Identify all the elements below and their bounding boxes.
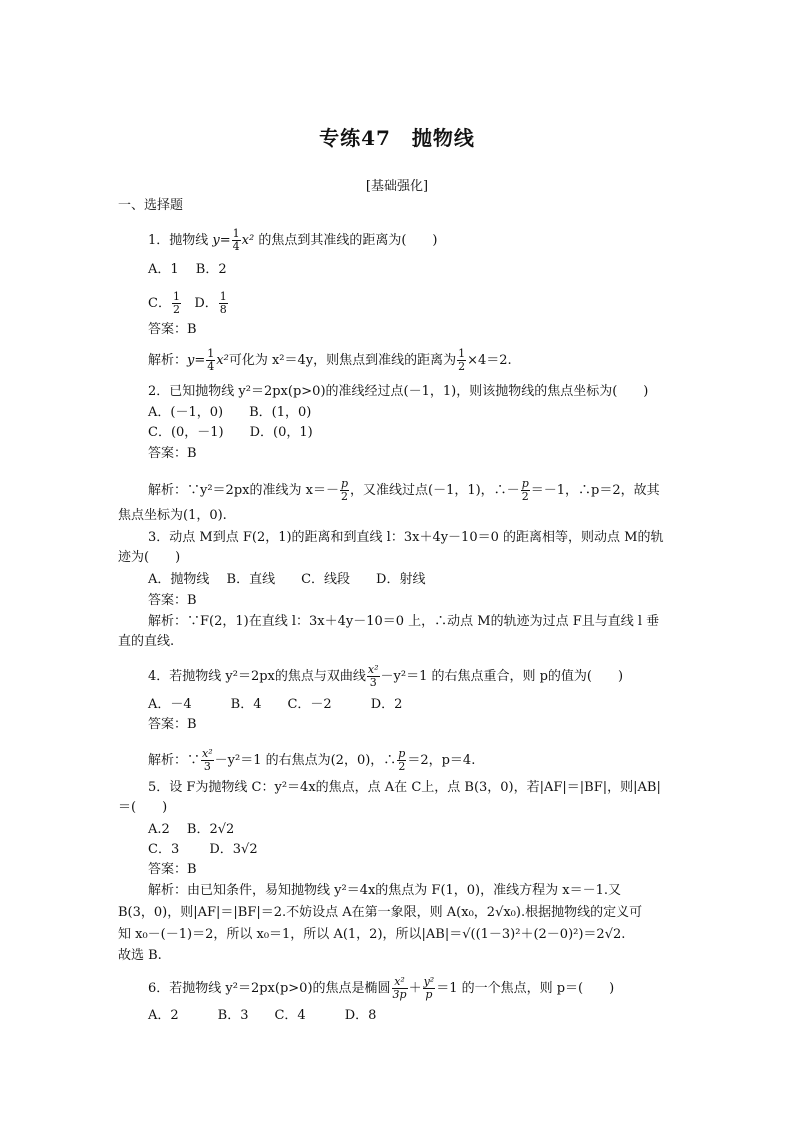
fraction: $\frac{\text{x²}}{3}$ (367, 663, 379, 689)
q5-solution-cont-1: B(3，0)，则|AF|＝|BF|＝2.不妨设点 A在第一象限，则 A(x₀，2√x₀).根据抛物线的定义可 (118, 905, 643, 920)
q5-options-ab: A.2 B．2√2 (148, 822, 235, 837)
q5-options-cd: C．3 D．3√2 (148, 842, 258, 857)
q6-options: A．2 B．3 C．4 D．8 (148, 1008, 377, 1023)
q5-solution-cont-2: 知 x₀－(－1)＝2，所以 x₀＝1，所以 A(1，2)，所以|AB|＝√((1－3)²＋(2－0)²)＝2√2. (118, 927, 626, 942)
q4-options: A．－4 B．4 C．－2 D．2 (148, 697, 403, 712)
fraction: $\frac{1}{8}$ (219, 290, 227, 316)
q4-solution: 解析：∵ $\frac{\text{x²}}{3}$ －y²＝1 的右焦点为(2，0)，∴ $\frac{p}{2}$ ＝2，p＝4. (148, 747, 476, 773)
q1-options-cd: C． $\frac{1}{2}$ D． $\frac{1}{8}$ (148, 290, 227, 316)
question-5: 5．设 F为抛物线 C：y²＝4x的焦点，点 A在 C上，点 B(3，0)，若|AF|＝|BF|，则|AB| (148, 780, 661, 795)
fraction: $\frac{1}{2}$ (458, 347, 466, 373)
fraction: $\frac{p}{2}$ (398, 747, 406, 773)
q2-answer: 答案：B (148, 446, 197, 461)
question-3-cont: 迹为( ) (118, 550, 181, 565)
fraction: $\frac{p}{2}$ (521, 477, 529, 503)
question-5-cont: ＝( ) (118, 800, 168, 815)
fraction: $\frac{1}{4}$ (207, 347, 215, 373)
question-6: 6．若抛物线 y²＝2px(p>0)的焦点是椭圆 $\frac{\text{x²}}{3p}$ ＋ $\frac{\text{y²}}{p}$ ＝1 的一个焦点，则 p＝( ) (148, 975, 615, 1001)
page-title: 专练47 抛物线 (319, 126, 475, 150)
q2-solution-cont: 焦点坐标为(1，0). (118, 508, 227, 523)
q3-answer: 答案：B (148, 593, 197, 608)
q2-options-ab: A．(－1，0) B．(1，0) (148, 405, 312, 420)
q5-solution-cont-3: 故选 B. (118, 948, 162, 963)
fraction: $\frac{\text{y²}}{p}$ (423, 975, 435, 1001)
question-2: 2．已知抛物线 y²＝2px(p>0)的准线经过点(－1，1)，则该抛物线的焦点坐标为( ) (148, 384, 649, 399)
fraction: $\frac{\text{x²}}{3}$ (202, 747, 213, 773)
fraction: $\frac{\text{x²}}{3p}$ (392, 975, 407, 1001)
q5-answer: 答案：B (148, 862, 197, 877)
q3-solution: 解析：∵F(2，1)在直线 l：3x＋4y－10＝0 上，∴动点 M的轨迹为过点 F且与直线 l 垂 (148, 614, 660, 629)
q3-options: A．抛物线 B．直线 C．线段 D．射线 (148, 572, 426, 587)
q5-solution: 解析：由已知条件，易知抛物线 y²＝4x的焦点为 F(1，0)，准线方程为 x＝－1.又 (148, 883, 621, 898)
q2-options-cd: C．(0，－1) D．(0，1) (148, 425, 313, 440)
fraction: $\frac{p}{2}$ (340, 477, 348, 503)
question-3: 3．动点 M到点 F(2，1)的距离和到直线 l：3x＋4y－10＝0 的距离相等，则动点 M的轨 (148, 530, 664, 545)
fraction: $\frac{1}{4}$ (232, 227, 240, 253)
question-1: 1．抛物线 y= $\frac{1}{4}$ x² 的焦点到其准线的距离为( ) (148, 227, 438, 253)
fraction: $\frac{1}{2}$ (172, 290, 180, 316)
q2-solution: 解析：∵y²＝2px的准线为 x＝－ $\frac{p}{2}$ ，又准线过点(－1，1)，∴－ $\frac{p}{2}$ ＝－1，∴p＝2，故其 (148, 477, 660, 503)
q4-answer: 答案：B (148, 717, 197, 732)
q3-solution-cont: 直的直线. (118, 634, 175, 649)
q1-options-ab: A．1 B．2 (148, 262, 227, 277)
section-heading: 一、选择题 (118, 198, 184, 213)
q1-answer: 答案：B (148, 322, 197, 337)
q1-solution: 解析：y= $\frac{1}{4}$ x²可化为 x²＝4y，则焦点到准线的距离为 $\frac{1}{2}$ ×4＝2. (148, 347, 512, 373)
question-4: 4．若抛物线 y²＝2px的焦点与双曲线 $\frac{\text{x²}}{3}$ －y²＝1 的右焦点重合，则 p的值为( ) (148, 663, 624, 689)
section-subtitle: [基础强化] (365, 179, 429, 194)
